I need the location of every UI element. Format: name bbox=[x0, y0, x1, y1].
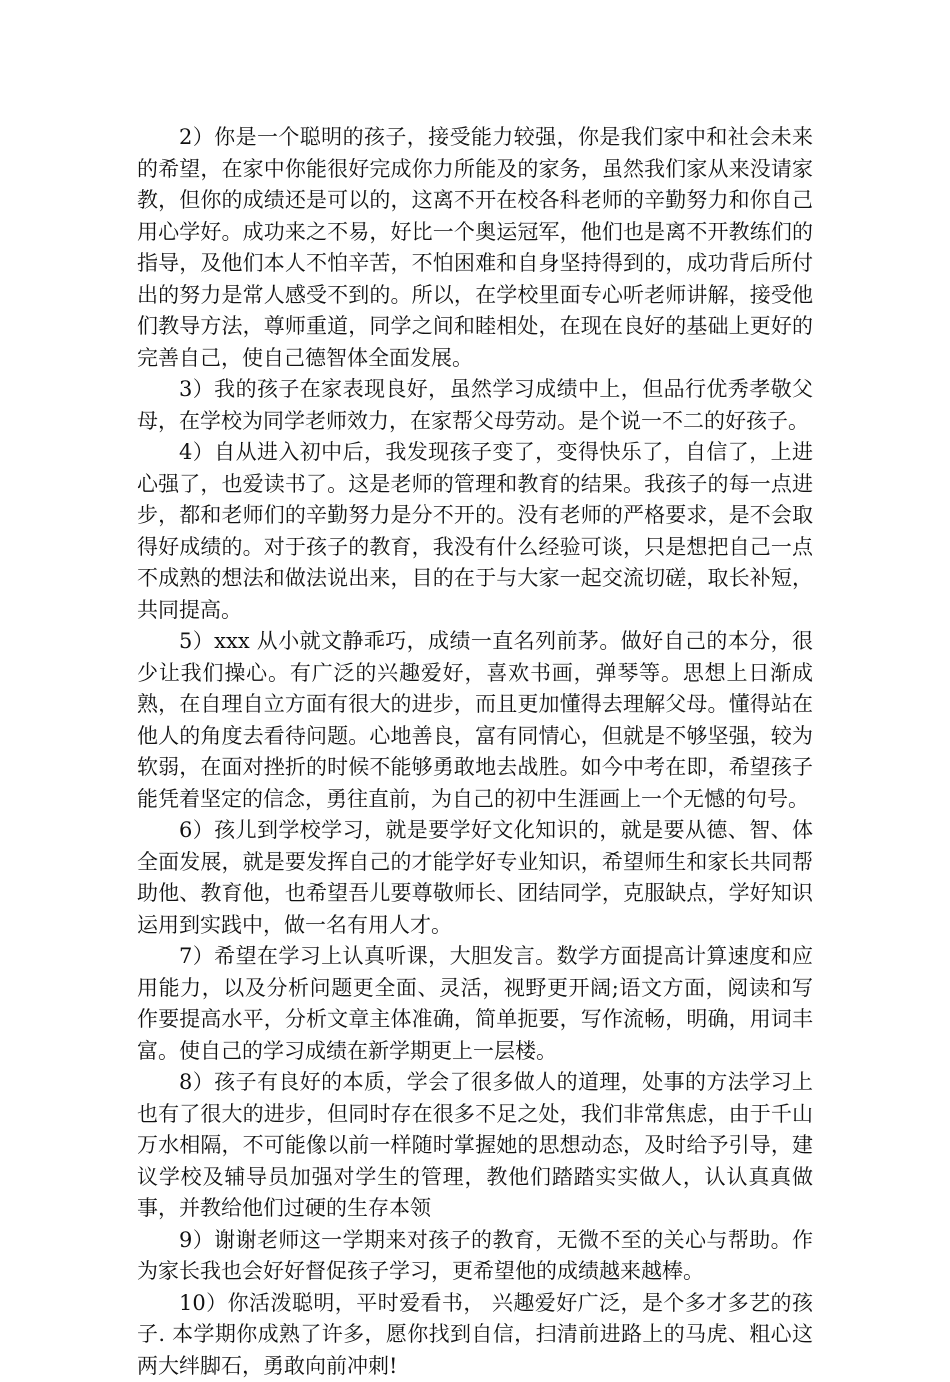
paragraph-8: 8）孩子有良好的本质，学会了很多做人的道理，处事的方法学习上也有了很大的进步，但同时存在很多不足之处，我们非常焦虑，由于千山万水相隔，不可能像以前一样随时掌握她的思想动态，及时给予引导，建议学校及辅导员加强对学生的管理，教他们踏踏实实做人，认认真真做事，并教给他们过硬的生存本领 bbox=[137, 1067, 813, 1225]
paragraph-9: 9）谢谢老师这一学期来对孩子的教育，无微不至的关心与帮助。作为家长我也会好好督促孩子学习，更希望他的成绩越来越棒。 bbox=[137, 1225, 813, 1288]
paragraph-5: 5）xxx 从小就文静乖巧，成绩一直名列前茅。做好自己的本分，很少让我们操心。有广泛的兴趣爱好，喜欢书画，弹琴等。思想上日渐成熟，在自理自立方面有很大的进步，而且更加懂得去理解父母。懂得站在他人的角度去看待问题。心地善良，富有同情心，但就是不够坚强，较为软弱，在面对挫折的时候不能够勇敢地去战胜。如今中考在即，希望孩子能凭着坚定的信念，勇往直前，为自己的初中生涯画上一个无憾的句号。 bbox=[137, 626, 813, 815]
paragraph-2: 2）你是一个聪明的孩子，接受能力较强，你是我们家中和社会未来的希望，在家中你能很好完成你力所能及的家务，虽然我们家从来没请家教，但你的成绩还是可以的，这离不开在校各科老师的辛勤努力和你自己用心学好。成功来之不易，好比一个奥运冠军，他们也是离不开教练们的指导，及他们本人不怕辛苦，不怕困难和自身坚持得到的，成功背后所付出的努力是常人感受不到的。所以，在学校里面专心听老师讲解，接受他们教导方法，尊师重道，同学之间和睦相处，在现在良好的基础上更好的完善自己，使自己德智体全面发展。 bbox=[137, 122, 813, 374]
paragraph-6: 6）孩儿到学校学习，就是要学好文化知识的，就是要从德、智、体全面发展，就是要发挥自己的才能学好专业知识，希望师生和家长共同帮助他、教育他，也希望吾儿要尊敬师长、团结同学，克服缺点，学好知识运用到实践中，做一名有用人才。 bbox=[137, 815, 813, 941]
paragraph-10: 10）你活泼聪明，平时爱看书， 兴趣爱好广泛，是个多才多艺的孩子. 本学期你成熟了许多，愿你找到自信，扫清前进路上的马虎、粗心这两大绊脚石，勇敢向前冲刺! bbox=[137, 1288, 813, 1382]
paragraph-7: 7）希望在学习上认真听课，大胆发言。数学方面提高计算速度和应用能力，以及分析问题更全面、灵活，视野更开阔;语文方面，阅读和写作要提高水平，分析文章主体准确，简单扼要，写作流畅，明确，用词丰富。使自己的学习成绩在新学期更上一层楼。 bbox=[137, 941, 813, 1067]
paragraph-4: 4）自从进入初中后，我发现孩子变了，变得快乐了，自信了，上进心强了，也爱读书了。这是老师的管理和教育的结果。我孩子的每一点进步，都和老师们的辛勤努力是分不开的。没有老师的严格要求，是不会取得好成绩的。对于孩子的教育，我没有什么经验可谈，只是想把自己一点不成熟的想法和做法说出来，目的在于与大家一起交流切磋，取长补短，共同提高。 bbox=[137, 437, 813, 626]
document-body bbox=[137, 122, 813, 1382]
paragraph-3: 3）我的孩子在家表现良好，虽然学习成绩中上，但品行优秀孝敬父母，在学校为同学老师效力，在家帮父母劳动。是个说一不二的好孩子。 bbox=[137, 374, 813, 437]
